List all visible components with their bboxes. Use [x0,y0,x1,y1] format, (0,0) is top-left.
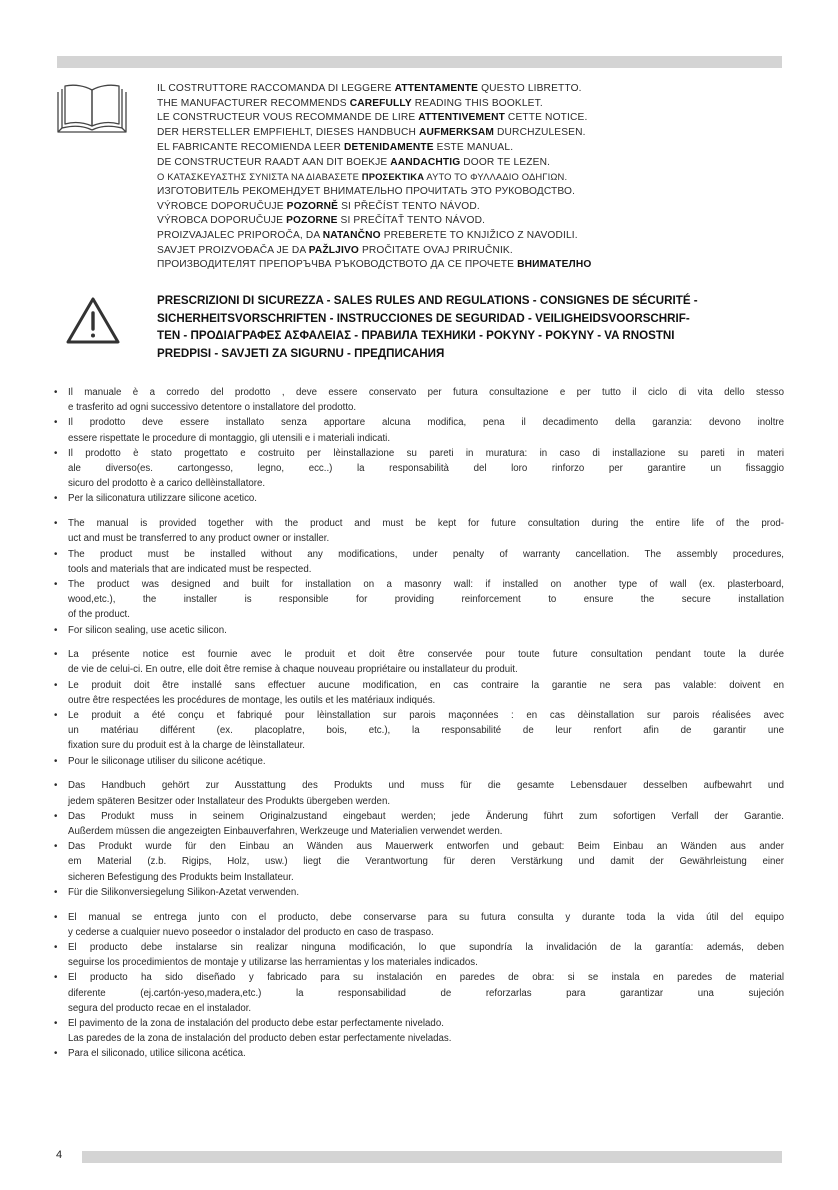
rule-line: of the product. [68,609,130,621]
bullet-icon: • [54,624,58,636]
rule-line: de vie de celui-ci. En outre, elle doit être remise à chaque nouveau propriétaire ou installateur du produit. [68,664,518,676]
rule-line: y cederse a cualquier nuevo poseedor o instalador del producto en caso de traspaso. [68,926,434,938]
safety-rules-list [54,385,784,1071]
rule-item [54,839,784,885]
recommendation-line: ИЗГОТОВИТЕЛЬ РЕКОМЕНДУЕТ ВНИМАТЕЛЬНО ПРОЧИТАТЬ ЭТО РУКОВОДСТВО. [157,185,576,197]
bullet-icon: • [54,447,58,459]
rule-text [68,547,784,577]
rule-text [68,940,784,970]
rule-line: ale diverso(es. cartongesso, legno, ecc..) la responsabilità del loro rinforzo per garantire un fissaggio [68,463,784,475]
rule-line: un matériau différent (ex. placoplatre, bois, etc.), la responsabilité de leur renfort afin de garantir une [68,725,784,737]
rule-item [54,623,784,638]
rule-text [68,778,784,808]
rule-text [68,754,784,769]
bullet-icon: • [54,911,58,923]
rules-group-en [54,516,784,638]
rule-line: sicuro del prodotto è a carico dellèinstallatore. [68,478,266,490]
rule-line: diferente (ej.cartón-yeso,madera,etc.) la responsabilidad de reforzarlas para garantizar una sujeción [68,987,784,999]
rules-group-it [54,385,784,507]
rule-line: Das Handbuch gehört zur Ausstattung des Produkts und muss für die gesamte Lebensdauer desselben aufbewahrt und [68,780,784,792]
rule-text [68,885,784,900]
recommendation-line: SAVJET PROIZVOĐAČA JE DA PAŽLJIVO PROČITATE OVAJ PRIRUČNIK. [157,244,513,256]
rule-line: El producto debe instalarse sin realizar ninguna modificación, lo que supondría la invalidación de la garantía: además, deben [68,941,784,953]
rule-item [54,678,784,708]
recommendation-line: Ο ΚΑΤΑΣΚΕΥΑΣΤΗΣ ΣΥΝΙΣΤΑ ΝΑ ΔΙΑΒΑΣΕΤΕ ΠΡΟΣΕΚΤΙΚΑ ΑΥΤΟ ΤΟ ΦΥΛΛΑΔΙΟ ΟΔΗΓΙΩΝ. [157,171,568,183]
bullet-icon: • [54,679,58,691]
rule-line: sicheren Befestigung des Produkts beim Installateur. [68,871,294,883]
rule-item [54,809,784,839]
bullet-icon: • [54,649,58,661]
rule-text [68,385,784,415]
rule-item [54,415,784,445]
rule-line: Il prodotto deve essere installato senza apportare alcuna modifica, pena il decadimento della garanzia: devono inoltre [68,417,784,429]
rule-line: wood,etc.), the installer is responsible for providing reinforcement to ensure the secure installation [68,594,784,606]
rule-text [68,1046,784,1061]
rule-item [54,385,784,415]
rule-text [68,647,784,677]
rule-item [54,1016,784,1046]
rule-line: Le produit a été conçu et fabriqué pour lèinstallation sur parois maçonnées : en cas dèinstallation sur parois réalisées avec [68,710,784,722]
rule-item [54,970,784,1016]
rule-line: outre être respectées les procédures de montage, les outils et les matériaux indiqués. [68,694,436,706]
rule-line: em Material (z.b. Rigips, Holz, usw.) liegt die Verantwortung für deren Verstärkung und damit der Gewährleistung einer [68,856,784,868]
rule-line: fixation sure du produit est à la charge de lèinstallateur. [68,740,305,752]
rule-text [68,678,784,708]
rule-line: Para el siliconado, utilice silicona acética. [68,1048,246,1060]
bottom-rule-bar [82,1151,782,1163]
rule-text [68,910,784,940]
rule-item [54,778,784,808]
rule-text [68,491,784,506]
bullet-icon: • [54,755,58,767]
rule-text [68,1016,784,1046]
rule-text [68,708,784,754]
rule-text [68,809,784,839]
rule-line: Il prodotto è stato progettato e costruito per lèinstallazione su pareti in muratura: in caso di installazione su pareti in materi [68,447,784,459]
rule-line: El producto ha sido diseñado y fabricado para su instalación en paredes de obra: si se instala en paredes de material [68,972,784,984]
read-manual-recommendations [157,82,717,273]
rule-item [54,885,784,900]
warning-triangle-icon [65,296,121,346]
rule-item [54,940,784,970]
bullet-icon: • [54,387,58,398]
rule-line: El pavimento de la zona de instalación del producto debe estar perfectamente nivelado. [68,1017,444,1029]
rule-text [68,839,784,885]
rule-item [54,647,784,677]
recommendation-line: VÝROBCA DOPORUČUJE POZORNE SI PREČÍTAŤ TENTO NÁVOD. [157,215,486,227]
rule-item [54,516,784,546]
recommendation-line: EL FABRICANTE RECOMIENDA LEER DETENIDAMENTE ESTE MANUAL. [157,141,514,153]
rule-text [68,970,784,1016]
recommendation-line: DE CONSTRUCTEUR RAADT AAN DIT BOEKJE AANDACHTIG DOOR TE LEZEN. [157,156,551,168]
rule-line: Le produit doit être installé sans effectuer aucune modification, en cas contraire la garantie ne sera pas valable: doivent en [68,679,784,691]
heading-line: PREDPISI - SAVJETI ZA SIGURNU - ПРЕДПИСАНИЯ [157,346,445,360]
open-book-icon [56,84,128,134]
bullet-icon: • [54,841,58,853]
rule-item [54,491,784,506]
rule-text [68,516,784,546]
rule-item [54,754,784,769]
rule-item [54,910,784,940]
heading-line: PRESCRIZIONI DI SICUREZZA - SALES RULES AND REGULATIONS - CONSIGNES DE SÉCURITÉ - [157,294,698,307]
rule-line: The manual is provided together with the product and must be kept for future consultation during the entire life of the prod- [68,518,784,530]
bullet-icon: • [54,972,58,984]
recommendation-line: LE CONSTRUCTEUR VOUS RECOMMANDE DE LIRE ATTENTIVEMENT CETTE NOTICE. [157,112,588,124]
rule-line: uct and must be transferred to any product owner or installer. [68,533,330,545]
rule-line: La présente notice est fournie avec le produit et doit être conservée pour toute future consultation pendant toute la durée [68,649,784,661]
bullet-icon: • [54,548,58,560]
rule-item [54,577,784,623]
recommendation-line: PROIZVAJALEC PRIPOROČA, DA NATANČNO PREBERETE TO KNJIŽICO Z NAVODILI. [157,230,578,242]
heading-line: TEN - ΠΡΟΔΙΑΓΡΑΦΕΣ ΑΣΦΑΛΕΙΑΣ - ПРАВИЛА ТЕХНИКИ - POKYNY - POKYNY - VA RNOSTNI [157,329,675,343]
recommendation-line: ПРОИЗВОДИТЕЛЯТ ПРЕПОРЪЧВА РЪКОВОДСТВОТО ДА СЕ ПРОЧЕТЕ ВНИМАТЕЛНО [157,259,592,271]
bullet-icon: • [54,886,58,898]
rule-item [54,547,784,577]
rule-line: essere rispettate le procedure di montaggio, gli utensili e i materiali indicati. [68,432,391,444]
bullet-icon: • [54,780,58,792]
rules-group-es [54,910,784,1062]
recommendation-line: THE MANUFACTURER RECOMMENDS CAREFULLY READING THIS BOOKLET. [157,97,543,109]
rule-line: segura del producto recae en el instalador. [68,1002,252,1014]
rule-line: e trasferito ad ogni successivo detentore o installatore del prodotto. [68,402,357,414]
bullet-icon: • [54,810,58,822]
rule-item [54,708,784,754]
rule-line: tools and materials that are indicated must be respected. [68,563,312,575]
rules-group-fr [54,647,784,769]
rule-line: Il manuale è a corredo del prodotto , deve essere conservato per futura consultazione e per tutto il ciclo di vita dello stesso [68,387,784,398]
rule-line: Las paredes de la zona de instalación del producto deben estar perfectamente niveladas. [68,1033,452,1045]
rule-text [68,577,784,623]
rule-line: Das Produkt muss in seinem Originalzustand eingebaut werden; jede Änderung führt zum sofortigen Verfall der Garantie. [68,810,784,822]
recommendation-line: VÝROBCE DOPORUČUJE POZORNĚ SI PŘEČÍST TENTO NÁVOD. [157,200,480,212]
rule-text [68,415,784,445]
heading-line: SICHERHEITSVORSCHRIFTEN - INSTRUCCIONES DE SEGURIDAD - VEILIGHEIDSVOORSCHRIF- [157,311,690,325]
rule-line: Pour le siliconage utiliser du silicone acétique. [68,755,266,767]
top-rule-bar [57,56,782,68]
recommendation-line: IL COSTRUTTORE RACCOMANDA DI LEGGERE ATTENTAMENTE QUESTO LIBRETTO. [157,83,582,94]
bullet-icon: • [54,417,58,429]
rule-line: Per la siliconatura utilizzare silicone acetico. [68,493,257,505]
rule-line: For silicon sealing, use acetic silicon. [68,624,227,636]
rule-line: Das Produkt wurde für den Einbau an Wänden aus Mauerwerk entworfen und gebaut: Beim Einbau an Wänden aus ander [68,841,784,853]
safety-rules-heading [157,292,757,362]
rules-group-de [54,778,784,900]
page-number: 4 [56,1149,63,1161]
rule-line: Für die Silikonversiegelung Silikon-Azetat verwenden. [68,886,300,898]
bullet-icon: • [54,710,58,722]
rule-line: The product must be installed without any modifications, under penalty of warranty cancellation. The assembly procedures, [68,548,784,560]
rule-line: Außerdem müssen die angezeigten Einbauverfahren, Werkzeuge und Materialien verwendet werden. [68,825,503,837]
bullet-icon: • [54,493,58,505]
bullet-icon: • [54,1048,58,1060]
rule-line: The product was designed and built for installation on a masonry wall: if installed on another type of wall (ex. plasterboard, [68,578,784,590]
rule-line: seguirse los procedimientos de montaje y utilizarse las herramientas y los materiales indicados. [68,957,478,969]
recommendation-line: DER HERSTELLER EMPFIEHLT, DIESES HANDBUCH AUFMERKSAM DURCHZULESEN. [157,127,586,139]
bullet-icon: • [54,941,58,953]
rule-item [54,1046,784,1061]
rule-line: jedem späteren Besitzer oder Installateur des Produkts übergeben werden. [68,795,391,807]
bullet-icon: • [54,518,58,530]
rule-text [68,623,784,638]
bullet-icon: • [54,1017,58,1029]
bullet-icon: • [54,578,58,590]
rule-text [68,446,784,492]
rule-item [54,446,784,492]
rule-line: El manual se entrega junto con el producto, debe conservarse para su futura consulta y durante toda la vida útil del equipo [68,911,784,923]
